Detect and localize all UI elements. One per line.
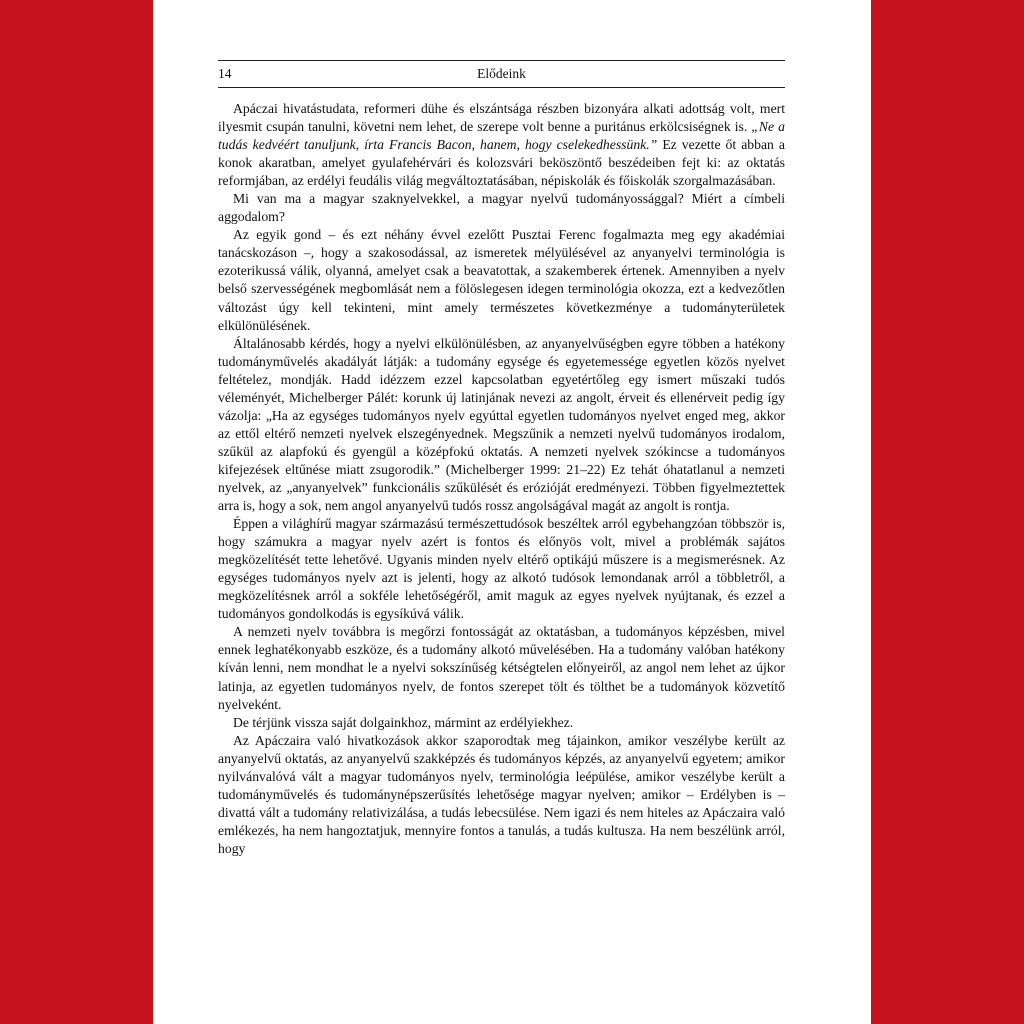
paragraph-8: Az Apáczaira való hivatkozások akkor szaporodtak meg tájainkon, amikor veszélybe került az anyanyelvű oktatás, az anyanyelvű szakképzés és tudományos képzés, az anyanyelvű egyetem; amikor nyilvánvalóvá vált a magyar tudományos nyelv, terminológia leépülése, amikor veszélybe került a tudományművelés és tudománynépszerűsítés lehetősége magyar nyelven; amikor – Erdélyben is – divattá vált a tudomány relativizálása, a tudás lebecsülése. Nem igazi és nem hiteles az Apáczaira való emlékezés, ha nem hangoztatjuk, mennyire fontos a tanulás, a tudás kultusza. Ha nem beszélünk arról, hogy xyxy=(218,732,785,856)
paragraph-5: Éppen a világhírű magyar származású természettudósok beszéltek arról egybehangzóan többször is, hogy számukra a magyar nyelv azért is fontos és előnyös volt, mivel a problémák sajátos megközelítését tette lehetővé. Ugyanis minden nyelv eltérő optikájú műszere is a megismerésnek. Az egységes tudományos nyelv azt is jelenti, hogy az alkotó tudósok lemondanak arról a többletről, a megközelítésnek arról a sokféle lehetőségéről, amit maguk az egyes nyelvek nyújtanak, és ezzel a tudományos gondolkodás is egysíkúvá válik. xyxy=(218,516,785,622)
page-number: 14 xyxy=(218,66,232,81)
running-title: Elődeink xyxy=(477,66,526,81)
paragraph-6: A nemzeti nyelv továbbra is megőrzi fontosságát az oktatásban, a tudományos képzésben, mivel ennek leghatékonyabb eszköze, és a tudomány alkotó művelésében. Ha a tudomány valóban hatékony kíván lenni, nem mondhat le a nyelvi sokszínűség kétségtelen előnyeiről, az angol nem lehet az újkor latinja, az egyetlen tudományos nyelv, de fontos szerepet tölt és tölthet be a tudományok közvetítő nyelveként. xyxy=(218,624,785,712)
paragraph-7: De térjünk vissza saját dolgainkhoz, mármint az erdélyiekhez. xyxy=(233,714,574,730)
paragraph-2: Mi van ma a magyar szaknyelvekkel, a magyar nyelvű tudományossággal? Miért a címbeli aggodalom? xyxy=(218,191,785,225)
book-page xyxy=(153,0,871,1024)
paragraph-1: Apáczai hivatástudata, reformeri dühe és elszántsága részben bizonyára alkati adottság volt, mert ilyesmit csupán tanulni, követni nem lehet, de szerepe volt benne a puritánus erkölcsiségnek is. „Ne a tudás kedvéért tanuljunk, írta Francis Bacon, hanem, hogy cselekedhessünk.” Ez vezette őt abban a konok akaratban, amelyet gyulafehérvári és kolozsvári beköszöntő beszédeiben fejt ki: az oktatás reformjában, az erdélyi feudális világ megváltoztatásában, népiskolák és főiskolák szorgalmazásában. xyxy=(218,101,785,189)
paragraph-4: Általánosabb kérdés, hogy a nyelvi elkülönülésben, az anyanyelvűségben egyre többen a hatékony tudományművelés akadályát látják: a tudomány egysége és egyetemessége egyetlen közös nyelvet feltételez, mondják. Hadd idézzem ezzel kapcsolatban egyetértőleg egy ismert műszaki tudós véleményét, Michelberger Pálét: korunk új latinjának nevezi az angolt, érveit és ellenérveit pedig így vázolja: „Ha az egységes tudományos nyelv egyúttal egyetlen tudományos nyelvet enged meg, akkor az ettől eltérő nemzeti nyelvek elszegényednek. Megszűnik a nemzeti nyelvű tudományos irodalom, szűkül az alapfokú és gyengül a középfokú oktatás. A nemzeti nyelvek szókincse a tudományos kifejezések eltűnése miatt zsugorodik.” (Michelberger 1999: 21–22) Ez tehát óhatatlanul a nemzeti nyelvek, az „anyanyelvek” funkcionális szűkülését és erózióját eredményezi. Többen figyelmeztettek arra is, hogy a sok, nem angol anyanyelvű tudós rossz angolságával magát az angolt is rontja. xyxy=(218,335,785,514)
body-text xyxy=(218,100,785,858)
bacon-quote: „Ne a tudás kedvéért tanuljunk, írta Francis Bacon, hanem, hogy cselekedhessünk.” xyxy=(218,119,785,153)
running-header xyxy=(218,60,785,88)
paragraph-3: Az egyik gond – és ezt néhány évvel ezelőtt Pusztai Ferenc fogalmazta meg egy akadémiai tanácskozáson –, hogy a szakosodással, az ismeretek mélyülésével az anyanyelvi terminológia is ezoterikussá válik, olyanná, amelyet csak a beavatottak, a szakemberek értenek. Amennyiben a nyelv belső szervességének megbomlását nem a fölöslegesen idegen terminológia okozza, ezt a kedvezőtlen változást úgy kell tekinteni, mint amely természetes következménye a tudományterületek elkülönülésének. xyxy=(218,227,785,333)
